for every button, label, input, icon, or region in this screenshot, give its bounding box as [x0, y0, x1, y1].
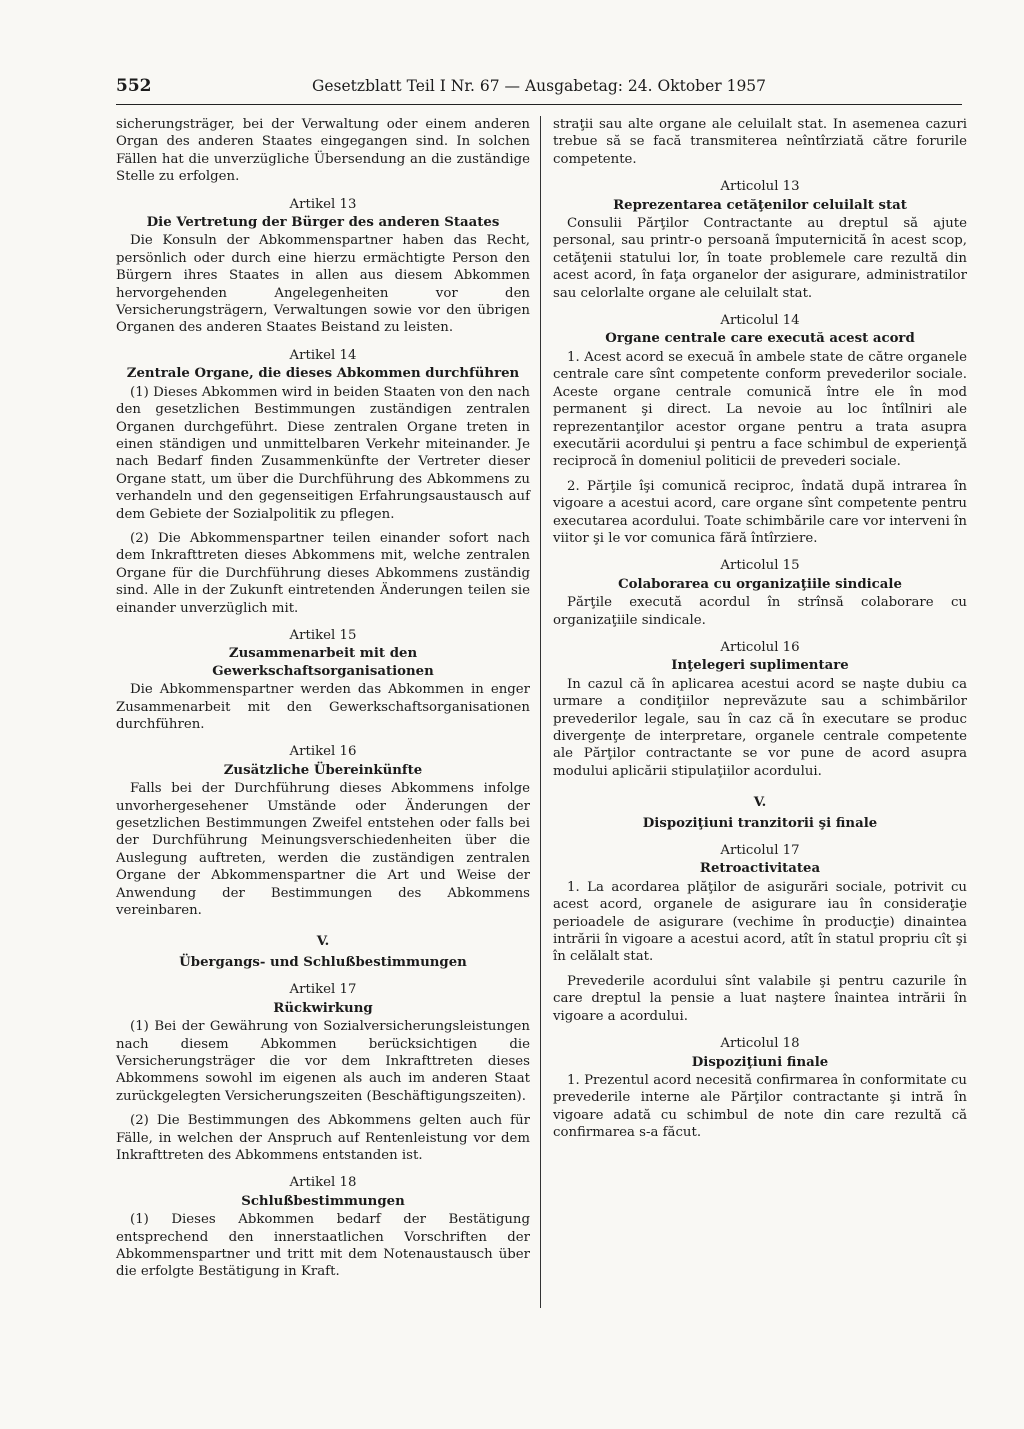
left-a15-p1: Die Abkommenspartner werden das Abkommen in enger Zusammenarbeit mit den Gewerkschaftsorganisationen durchführen.	[116, 682, 530, 732]
left-a13-p1: Die Konsuln der Abkommenspartner haben das Recht, persönlich oder durch eine hierzu ermächtigte Person den Bürgern ihres Staates in allen aus diesem Abkommen hervorgehenden Angelegenheiten vor den Versicherungsträgern, Verwaltungen sowie vor den übrigen Organen des anderen Staates Beistand zu leisten.	[116, 233, 530, 336]
left-a16-title: Zusätzliche Übereinkünfte	[223, 762, 423, 778]
left-a14-title: Zentrale Organe, die dieses Abkommen durchführen	[126, 366, 520, 382]
right-a14-p1: 1. Acest acord se execuă în ambele state de către organele centrale care sînt competente conform prevederilor sociale. Aceste organe centrale comunică între ele în mod permanent şi direct. La nevoie au loc întîlniri ale reprezentanţilor acestor organe pentru a trata asupra executării acordului şi pentru a face schimbul de experienţă reciprocă în domeniul politicii de prevederi sociale.	[553, 349, 967, 470]
right-a16-head: Articolul 16	[720, 639, 800, 655]
left-a15-head: Artikel 15	[289, 627, 357, 643]
left-a18-p1: (1) Dieses Abkommen bedarf der Bestätigung entsprechend den innerstaatlichen Vorschriften der Abkommenspartner und tritt mit dem Notenaustausch über die erfolgte Bestätigung in Kraft.	[116, 1212, 530, 1280]
left-a16-head: Artikel 16	[289, 744, 357, 760]
left-intro: sicherungsträger, bei der Verwaltung oder einem anderen Organ des anderen Staates eingegangen sind. In solchen Fällen hat die unverzügliche Übersendung an die zuständige Stelle zu erfolgen.	[116, 117, 530, 185]
running-title: Gesetzblatt Teil I Nr. 67 — Ausgabetag: 24. Oktober 1957	[312, 77, 767, 95]
right-a16-title: Inţelegeri suplimentare	[671, 658, 849, 674]
left-section-title: Übergangs- und Schlußbestimmungen	[179, 954, 467, 970]
right-a17-p2: Prevederile acordului sînt valabile şi pentru cazurile în care dreptul la pensie a luat naştere înaintea intrării în vigoare a acordului.	[553, 973, 967, 1024]
page-number: 552	[116, 76, 152, 96]
left-a17-p2: (2) Die Bestimmungen des Abkommens gelten auch für Fälle, in welchen der Anspruch auf Rentenleistung vor dem Inkrafttreten des Abkommens entstanden ist.	[116, 1113, 530, 1163]
right-a18-p1: 1. Prezentul acord necesită confirmarea în conformitate cu prevederile interne ale Părţilor contractante şi intră în vigoare adată cu schimbul de note din care rezultă că confirmarea s-a făcut.	[553, 1072, 967, 1141]
right-a18-head: Articolul 18	[720, 1036, 800, 1052]
left-a14-head: Artikel 14	[289, 347, 357, 363]
left-a13-title: Die Vertretung der Bürger des anderen Staates	[146, 215, 500, 231]
right-a16-p1: In cazul că în aplicarea acestui acord se naşte dubiu ca urmare a condiţiilor neprevăzute sau a schimbărilor prevederilor legale, sau în caz că în executare se produc divergenţe de interpretare, organele centrale competente ale Părţilor contractante se vor pune de acord asupra modului aplicării stipulaţiilor acordului.	[553, 676, 967, 779]
right-a13-title: Reprezentarea cetăţenilor celuilalt stat	[613, 197, 907, 213]
left-a15-title: Zusammenarbeit mit den Gewerkschaftsorganisationen	[212, 646, 434, 679]
right-a15-p1: Părţile execută acordul în strînsă colaborare cu organizaţiile sindicale.	[553, 595, 967, 628]
right-a15-title: Colaborarea cu organizaţiile sindicale	[618, 576, 902, 592]
left-a17-p1: (1) Bei der Gewährung von Sozialversicherungsleistungen nach diesem Abkommen berücksichtigen die Versicherungsträger die vor dem Inkrafttreten dieses Abkommens sowohl im eigenen als auch im anderen Staat zurückgelegten Versicherungszeiten (Beschäftigungszeiten).	[116, 1019, 530, 1104]
right-a14-head: Articolul 14	[720, 313, 800, 329]
right-a13-head: Articolul 13	[720, 179, 800, 195]
romanian-column	[553, 116, 967, 1149]
german-column	[116, 116, 530, 1288]
right-intro: straţii sau alte organe ale celuilalt stat. In asemenea cazuri trebue să se facă transmiterea neîntîrziată către forurile competente.	[553, 117, 967, 167]
right-section-numeral: V.	[753, 795, 767, 811]
right-a17-title: Retroactivitatea	[699, 861, 821, 877]
left-a16-p1: Falls bei der Durchführung dieses Abkommens infolge unvorhergesehener Umstände oder Änderungen der gesetzlichen Bestimmungen Zweifel entstehen oder falls bei der Durchführung Meinungsverschiedenheiten über die Auslegung auftreten, werden die zuständigen zentralen Organe der Abkommenspartner die Art und Weise der Anwendung der Bestimmungen des Abkommens vereinbaren.	[116, 781, 530, 919]
left-section-numeral: V.	[316, 934, 330, 950]
right-a14-title: Organe centrale care execută acest acord	[605, 331, 915, 347]
right-a15-head: Articolul 15	[720, 558, 800, 574]
left-a18-head: Artikel 18	[289, 1175, 357, 1191]
left-a17-title: Rückwirkung	[273, 1000, 373, 1016]
right-a14-p2: 2. Părţile îşi comunică reciproc, îndată după intrarea în vigoare a acestui acord, care organe sînt competente pentru executarea acordului. Toate schimbările care vor interveni în viitor şi le vor comunica fără întîrziere.	[553, 478, 967, 546]
right-section-title: Dispoziţiuni tranzitorii şi finale	[642, 815, 878, 831]
left-a13-head: Artikel 13	[289, 196, 357, 212]
right-a17-head: Articolul 17	[720, 843, 800, 859]
right-a17-p1: 1. La acordarea plăţilor de asigurări sociale, potrivit cu acest acord, organele de asigurare iau în consideraţie perioadele de asigurare (vechime în producţie) dinaintea intrării în vigoare a acestui acord, atît în statul propriu cît şi în celălalt stat.	[553, 879, 967, 965]
right-a13-p1: Consulii Părţilor Contractante au dreptul să ajute personal, sau printr-o persoană împuternicită în acest scop, cetăţenii statului lor, în toate problemele care rezultă din acest acord, în faţa organelor der asigurare, administratilor sau celorlalte organe ale celuilalt stat.	[553, 216, 967, 301]
left-a14-p2: (2) Die Abkommenspartner teilen einander sofort nach dem Inkrafttreten dieses Abkommens mit, welche zentralen Organe für die Durchführung dieses Abkommens zuständig sind. Alle in der Zukunft eintretenden Änderungen teilen sie einander unverzüglich mit.	[116, 530, 530, 616]
right-a18-title: Dispoziţiuni finale	[691, 1054, 829, 1070]
left-a17-head: Artikel 17	[289, 982, 357, 998]
column-divider	[540, 116, 541, 1308]
left-a14-p1: (1) Dieses Abkommen wird in beiden Staaten von den nach den gesetzlichen Bestimmungen zuständigen zentralen Organen durchgeführt. Diese zentralen Organe treten in einen ständigen und unmittelbaren Verkehr miteinander. Je nach Bedarf finden Zusammenkünfte der Vertreter dieser Organe statt, um über die Durchführung des Abkommens zu verhandeln und den gegenseitigen Erfahrungsaustausch auf dem Gebiete der Sozialpolitik zu pflegen.	[116, 384, 530, 522]
page-header	[116, 74, 962, 105]
left-a18-title: Schlußbestimmungen	[241, 1193, 405, 1209]
